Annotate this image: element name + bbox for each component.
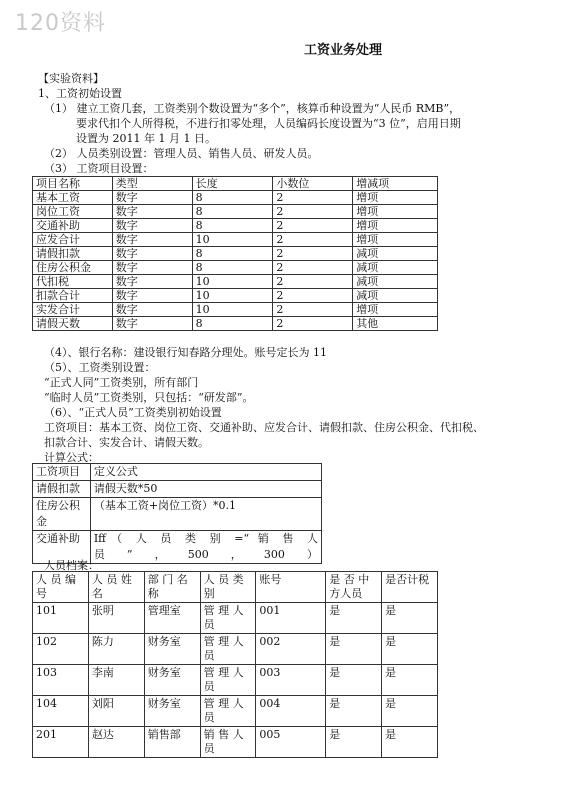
staff-id-cell: 102 [33, 634, 89, 665]
column-header [326, 572, 382, 603]
table-cell: 10 [192, 303, 273, 317]
table-row [33, 317, 438, 331]
table-cell: 10 [192, 233, 273, 247]
formula-definition-cell [90, 481, 321, 498]
table-cell: 2 [273, 275, 353, 289]
table-row [33, 191, 438, 205]
table-header-row [33, 464, 322, 481]
column-header: 项目名称 [33, 177, 113, 191]
table-cell: 数字 [112, 317, 192, 331]
table-cell: 数字 [112, 247, 192, 261]
item-5-line-2: “临时人员”工资类别，只包括：“研发部”。 [44, 391, 254, 404]
formula-definition-cell [90, 531, 321, 564]
formula-item-line: 请假扣款 [36, 482, 80, 495]
table-cell: 数字 [112, 275, 192, 289]
column-header-line: 人 员 姓 [91, 573, 132, 586]
staff-dept-cell: 管理室 [144, 603, 200, 634]
column-header: 长度 [192, 177, 273, 191]
watermark-logo: 120资料 [15, 11, 106, 36]
table-row [33, 261, 438, 275]
staff-cn-cell: 是 [326, 603, 382, 634]
table-cell: 减项 [353, 289, 438, 303]
column-header [88, 572, 144, 603]
item-2: （2） 人员类别设置：管理人员、销售人员、研发人员。 [44, 147, 319, 160]
staff-type-line: 管 理 人 [203, 697, 244, 710]
table-cell: 增项 [353, 303, 438, 317]
staff-type-line: 销 售 人 [203, 728, 244, 741]
column-header-line: 别 [203, 587, 215, 600]
staff-dept-cell: 销售部 [144, 727, 200, 758]
table-cell: 扣款合计 [33, 289, 113, 303]
formula-table [32, 463, 322, 564]
staff-dept-cell: 财务室 [144, 696, 200, 727]
formula-definition-line: 请假天数*50 [93, 482, 158, 495]
staff-tax-cell: 是 [382, 603, 438, 634]
table-cell: 2 [273, 289, 353, 303]
item-6-line-2: 扣款合计、实发合计、请假天数。 [44, 436, 209, 449]
table-cell: 数字 [112, 205, 192, 219]
table-row [33, 303, 438, 317]
column-header [382, 572, 438, 603]
table-row [33, 247, 438, 261]
table-cell: 8 [192, 205, 273, 219]
column-header [33, 572, 89, 603]
table-cell: 10 [192, 289, 273, 303]
staff-account-cell: 005 [256, 727, 326, 758]
table-cell: 请假天数 [33, 317, 113, 331]
staff-cn-cell: 是 [326, 665, 382, 696]
column-header [200, 572, 256, 603]
staff-name-cell: 李南 [88, 665, 144, 696]
staff-type-cell [200, 696, 256, 727]
item-1-line-2: 要求代扣个人所得税，不进行扣零处理，人员编码长度设置为“3 位”，启用日期 [76, 117, 461, 130]
table-cell: 8 [192, 191, 273, 205]
staff-dept-cell: 财务室 [144, 665, 200, 696]
staff-name-cell: 刘阳 [88, 696, 144, 727]
staff-cn-cell: 是 [326, 696, 382, 727]
formula-item-line: 交通补助 [36, 532, 80, 545]
staff-id-cell: 103 [33, 665, 89, 696]
table-cell: 数字 [112, 261, 192, 275]
table-row [33, 603, 438, 634]
column-header: 工资项目 [33, 464, 91, 481]
column-header-line: 称 [147, 587, 159, 600]
item-4: （4）、银行名称：建设银行知春路分理处。账号定长为 11 [44, 346, 327, 359]
table-cell: 请假扣款 [33, 247, 113, 261]
staff-type-line: 员 [203, 680, 215, 693]
column-header-line: 是否计税 [385, 573, 430, 586]
staff-account-cell: 004 [256, 696, 326, 727]
staff-dept-cell: 财务室 [144, 634, 200, 665]
item-6: （6）、“正式人员”工资类别初始设置 [44, 406, 222, 419]
table-cell: 基本工资 [33, 191, 113, 205]
table-cell: 8 [192, 261, 273, 275]
table-cell: 减项 [353, 261, 438, 275]
table-row [33, 481, 322, 498]
table-header-row [33, 572, 438, 603]
column-header-line: 方人员 [329, 587, 363, 600]
table-cell: 数字 [112, 219, 192, 233]
table-cell: 2 [273, 247, 353, 261]
section-label: 【实验资料】 [38, 72, 104, 85]
step-1-heading: 1、工资初始设置 [38, 87, 122, 100]
formula-definition-line: 员”，500，300） [93, 548, 318, 561]
table-cell: 数字 [112, 303, 192, 317]
staff-type-line: 员 [203, 711, 215, 724]
column-header-line: 人 员 编 [36, 573, 76, 586]
staff-type-line: 员 [203, 618, 215, 631]
staff-cn-cell: 是 [326, 634, 382, 665]
item-5: （5）、工资类别设置： [44, 361, 156, 374]
table-row [33, 727, 438, 758]
table-cell: 增项 [353, 233, 438, 247]
item-5-line-1: “正式人同”工资类别，所有部门 [44, 376, 199, 389]
formula-definition-cell [90, 498, 321, 531]
staff-account-cell: 002 [256, 634, 326, 665]
table-cell: 2 [273, 317, 353, 331]
staff-tax-cell: 是 [382, 634, 438, 665]
table-cell: 2 [273, 303, 353, 317]
table-header-row [33, 177, 438, 191]
table-row [33, 696, 438, 727]
staff-id-cell: 201 [33, 727, 89, 758]
table-cell: 代扣税 [33, 275, 113, 289]
table-row [33, 233, 438, 247]
staff-name-cell: 张明 [88, 603, 144, 634]
table-row [33, 498, 322, 531]
table-cell: 住房公积金 [33, 261, 113, 275]
formula-item-line: 金 [36, 515, 47, 528]
table-cell: 增项 [353, 219, 438, 233]
table-cell: 2 [273, 233, 353, 247]
item-3: （3） 工资项目设置： [44, 162, 154, 175]
staff-label: 人员档案： [44, 559, 99, 572]
item-6-line-1: 工资项目：基本工资、岗位工资、交通补助、应发合计、请假扣款、住房公积金、代扣税、 [44, 421, 484, 434]
staff-name-cell: 陈力 [88, 634, 144, 665]
staff-account-cell: 001 [256, 603, 326, 634]
column-header [144, 572, 200, 603]
staff-account-cell: 003 [256, 665, 326, 696]
table-cell: 8 [192, 219, 273, 233]
column-header: 小数位 [273, 177, 353, 191]
formula-item-line: 住房公积 [36, 499, 80, 512]
staff-tax-cell: 是 [382, 727, 438, 758]
table-cell: 其他 [353, 317, 438, 331]
table-cell: 2 [273, 261, 353, 275]
table-cell: 2 [273, 219, 353, 233]
staff-id-cell: 101 [33, 603, 89, 634]
table-cell: 数字 [112, 191, 192, 205]
table-cell: 8 [192, 247, 273, 261]
table-cell: 数字 [112, 289, 192, 303]
staff-type-cell [200, 634, 256, 665]
column-header: 定义公式 [90, 464, 321, 481]
table-row [33, 219, 438, 233]
staff-type-cell [200, 665, 256, 696]
column-header-line: 名 [91, 587, 103, 600]
table-cell: 10 [192, 275, 273, 289]
staff-type-cell [200, 727, 256, 758]
table-cell: 2 [273, 191, 353, 205]
column-header-line: 号 [36, 587, 47, 600]
column-header: 增减项 [353, 177, 438, 191]
table-row [33, 205, 438, 219]
column-header-line: 部 门 名 [147, 573, 188, 586]
column-header-line: 是 否 中 [329, 573, 370, 586]
staff-type-line: 管 理 人 [203, 635, 244, 648]
table-cell: 交通补助 [33, 219, 113, 233]
formula-definition-line: （基本工资+岗位工资）*0.1 [93, 499, 237, 512]
column-header: 类型 [112, 177, 192, 191]
staff-table [32, 571, 438, 758]
table-cell: 岗位工资 [33, 205, 113, 219]
item-1-line-3: 设置为 2011 年 1 月 1 日。 [76, 132, 216, 145]
table-cell: 2 [273, 205, 353, 219]
table-cell: 增项 [353, 205, 438, 219]
table-cell: 实发合计 [33, 303, 113, 317]
table-row [33, 665, 438, 696]
staff-type-line: 员 [203, 742, 215, 755]
table-row [33, 289, 438, 303]
calc-formula-label: 计算公式： [44, 451, 99, 464]
table-cell: 数字 [112, 233, 192, 247]
table-cell: 应发合计 [33, 233, 113, 247]
column-header [256, 572, 326, 603]
salary-items-table [32, 176, 438, 331]
staff-type-line: 管 理 人 [203, 604, 244, 617]
column-header-line: 账号 [259, 573, 282, 586]
table-row [33, 634, 438, 665]
staff-type-line: 管 理 人 [203, 666, 244, 679]
page-title: 工资业务处理 [303, 43, 382, 58]
staff-type-line: 员 [203, 649, 215, 662]
formula-item-cell [33, 481, 91, 498]
column-header-line: 人 员 类 [203, 573, 244, 586]
table-cell: 增项 [353, 191, 438, 205]
staff-name-cell: 赵达 [88, 727, 144, 758]
formula-item-cell [33, 498, 91, 531]
staff-tax-cell: 是 [382, 696, 438, 727]
table-cell: 8 [192, 317, 273, 331]
staff-type-cell [200, 603, 256, 634]
table-cell: 减项 [353, 247, 438, 261]
formula-definition-line: Iff（ 人 员 类 别 =“ 销 售 人 [93, 532, 318, 545]
table-cell: 减项 [353, 275, 438, 289]
staff-cn-cell: 是 [326, 727, 382, 758]
staff-id-cell: 104 [33, 696, 89, 727]
staff-tax-cell: 是 [382, 665, 438, 696]
table-row [33, 275, 438, 289]
item-1-line-1: （1） 建立工资几套，工资类别个数设置为“多个”，核算币种设置为“人民币 RMB”， [44, 102, 461, 115]
